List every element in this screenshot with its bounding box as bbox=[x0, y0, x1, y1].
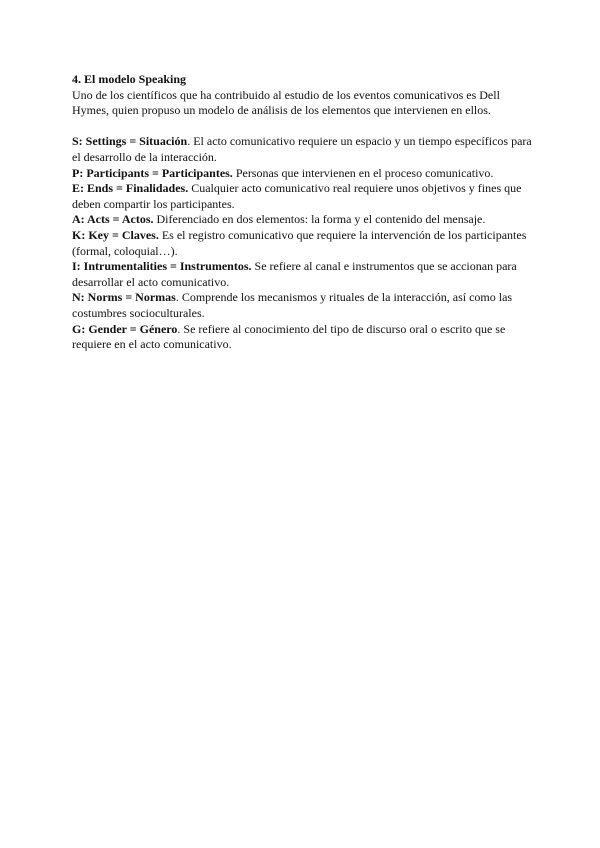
item-description: . El acto comunicativo requiere un espacio y un tiempo específicos para el desarrollo de la interacción. bbox=[72, 134, 532, 164]
item-term: N: Norms = Normas bbox=[72, 290, 176, 305]
list-item-key bbox=[72, 228, 532, 259]
item-term: P: Participants = Participantes. bbox=[72, 165, 233, 180]
item-description: Es el registro comunicativo que requiere la intervención de los participantes (formal, coloquial…). bbox=[72, 227, 527, 258]
list-item-acts bbox=[72, 212, 532, 228]
item-description: . Comprende los mecanismos y rituales de la interacción, así como las costumbres socioculturales. bbox=[72, 290, 513, 320]
item-term: I: Intrumentalities = Instrumentos. bbox=[72, 259, 252, 274]
list-item-ends bbox=[72, 181, 532, 212]
section-heading: 4. El modelo Speaking bbox=[72, 72, 187, 86]
item-description: Personas que intervienen en el proceso comunicativo. bbox=[232, 165, 494, 180]
list-item-norms bbox=[72, 290, 532, 321]
item-description: Diferenciado en dos elementos: la forma y el contenido del mensaje. bbox=[153, 212, 486, 227]
item-description: Se refiere al canal e instrumentos que se accionan para desarrollar el acto comunicativo. bbox=[72, 259, 517, 289]
list-item-instrumentalities bbox=[72, 259, 532, 290]
item-term: A: Acts = Actos. bbox=[72, 212, 154, 227]
item-term: G: Gender = Género bbox=[72, 321, 178, 336]
document-body bbox=[72, 72, 532, 353]
list-item-gender bbox=[72, 322, 532, 353]
list-item-settings bbox=[72, 134, 532, 165]
intro-paragraph: Uno de los científicos que ha contribuido al estudio de los eventos comunicativos es Dell Hymes, quien propuso un modelo de análisis de los elementos que intervienen en ellos. bbox=[72, 87, 500, 118]
item-term: S: Settings = Situación bbox=[72, 134, 188, 149]
item-description: . Se refiere al conocimiento del tipo de discurso oral o escrito que se requiere en el acto comunicativo. bbox=[72, 321, 506, 352]
item-description: Cualquier acto comunicativo real requiere unos objetivos y fines que deben compartir los participantes. bbox=[72, 181, 522, 211]
list-item-participants bbox=[72, 166, 532, 182]
item-term: E: Ends = Finalidades. bbox=[72, 181, 189, 196]
item-term: K: Key = Claves. bbox=[72, 227, 159, 242]
